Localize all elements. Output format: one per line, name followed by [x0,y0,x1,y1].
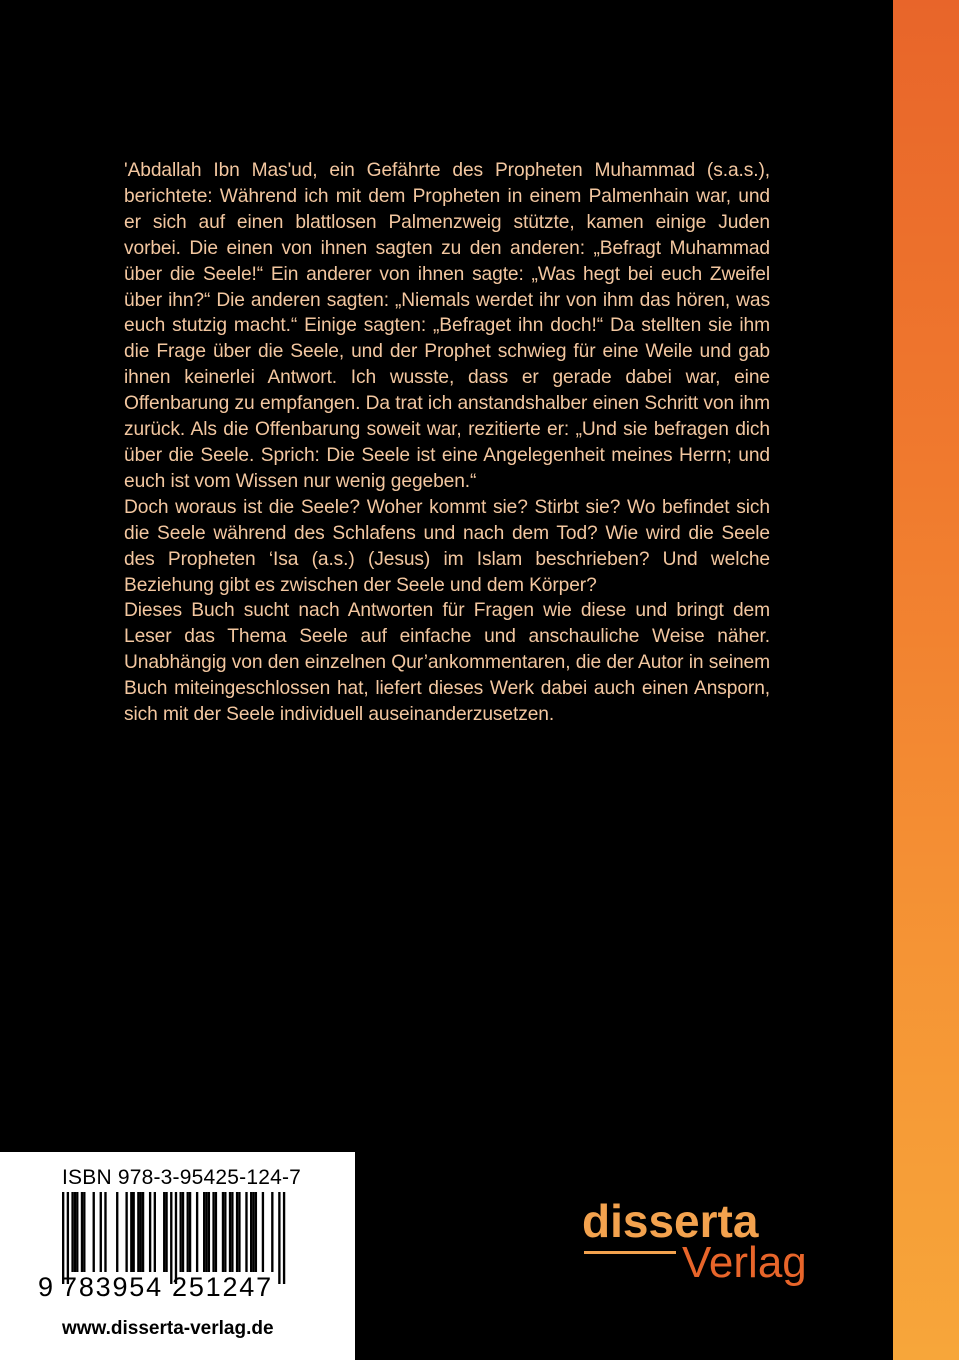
barcode-bar [189,1192,191,1272]
barcode-bar [154,1192,156,1272]
back-cover-blurb [124,158,770,728]
barcode-bar [170,1192,172,1284]
barcode-bar [238,1192,240,1272]
barcode-bar [165,1192,167,1272]
barcode-digits-left: 783954 [62,1272,163,1302]
barcode-bar [196,1192,198,1272]
barcode-bar [205,1192,207,1272]
barcode-bar [231,1192,233,1272]
barcode-bar [93,1192,95,1272]
barcode-bar [130,1192,132,1272]
logo-name-line1: disserta [582,1195,759,1247]
barcode-bar [104,1192,106,1272]
barcode-bar [271,1192,273,1272]
barcode-bar [76,1192,78,1272]
publisher-website: www.disserta-verlag.de [62,1318,274,1339]
barcode-bar [149,1192,151,1272]
barcode-bar [163,1192,165,1272]
barcode-bar [140,1192,142,1272]
barcode-bar [67,1192,69,1284]
barcode-bar [71,1192,73,1272]
logo-name-line2: Verlag [682,1238,807,1287]
barcode-bar [245,1192,247,1272]
barcode-bar [83,1192,85,1272]
barcode-bar [262,1192,264,1272]
barcode-bar [100,1192,102,1272]
barcode-bar [62,1192,64,1284]
barcode-bar [180,1192,182,1272]
barcode-bar [187,1192,189,1272]
barcode-bar [252,1192,254,1272]
barcode-bar [215,1192,217,1272]
barcode-bar [212,1192,214,1272]
barcode-digit-first: 9 [38,1272,54,1302]
barcode-digits-right: 251247 [172,1272,273,1302]
blurb-paragraph-1: 'Abdallah Ibn Mas'ud, ein Gefährte des Propheten Muhammad (s.a.s.), berichtete: Während ich mit dem Propheten in einem Palmenhain war, und er sich auf einen blattlosen Palmenzweig stützte, kamen einige Juden vorbei. Die einen von ihnen sagten zu den anderen: „Befragt Muhammad über die Seele!“ Ein anderer von ihnen sagte: „Was hegt bei euch Zweifel über ihn?“ Die anderen sagten: „Niemals werdet ihr von ihm das hören, was euch stutzig macht.“ Einige sagten: „Befraget ihn doch!“ Da stellten sie ihm die Frage über die Seele, und der Prophet schwieg für eine Weile und gab ihnen keinerlei Antwort. Ich wusste, dass er gerade dabei war, eine Offenbarung zu empfangen. Da trat ich anstandshalber einen Schritt von ihm zurück. Als die Offenbarung soweit war, rezitierte er: „Und sie befragen dich über die Seele. Sprich: Die Seele ist eine Angelegenheit meines Herrn; und euch ist vom Wissen nur wenig gegeben.“ [124,160,770,492]
publisher-logo [582,1196,842,1316]
barcode-bar [133,1192,135,1272]
barcode-bar [142,1192,144,1272]
logo-underline [584,1251,676,1254]
barcode-bar [137,1192,139,1272]
barcode-bar [278,1192,280,1284]
barcode-bar [250,1192,252,1272]
barcode-panel [0,1152,355,1360]
barcode-bar [203,1192,205,1272]
orange-spine-strip [893,0,959,1360]
barcode-bar [182,1192,184,1272]
barcode-bar [81,1192,83,1272]
barcode-bar [255,1192,257,1272]
barcode-bar [125,1192,127,1272]
barcode-bar [236,1192,238,1272]
barcode-bar [229,1192,231,1272]
barcode-bar [208,1192,210,1272]
barcode-bar [224,1192,226,1272]
barcode-bar [175,1192,177,1284]
barcode-bar [222,1192,224,1272]
isbn-label: ISBN 978-3-95425-124-7 [62,1166,302,1189]
blurb-paragraph-3: Dieses Buch sucht nach Antworten für Fragen wie diese und bringt dem Leser das Thema Seele auf einfache und anschauliche Weise näher. Unabhängig von den einzelnen Qur’ankommentaren, die der Autor in seinem Buch miteingeschlossen hat, liefert dieses Werk dabei auch einen Ansporn, sich mit der Seele individuell auseinanderzusetzen. [124,600,770,726]
barcode-bar [74,1192,76,1272]
barcode-bar [283,1192,285,1284]
barcode-bar [116,1192,118,1272]
blurb-paragraph-2: Doch woraus ist die Seele? Woher kommt sie? Stirbt sie? Wo befindet sich die Seele während des Schlafens und nach dem Tod? Wie wird die Seele des Propheten ‘Isa (a.s.) (Jesus) im Islam beschrieben? Und welche Beziehung gibt es zwischen der Seele und dem Körper? [124,496,770,596]
